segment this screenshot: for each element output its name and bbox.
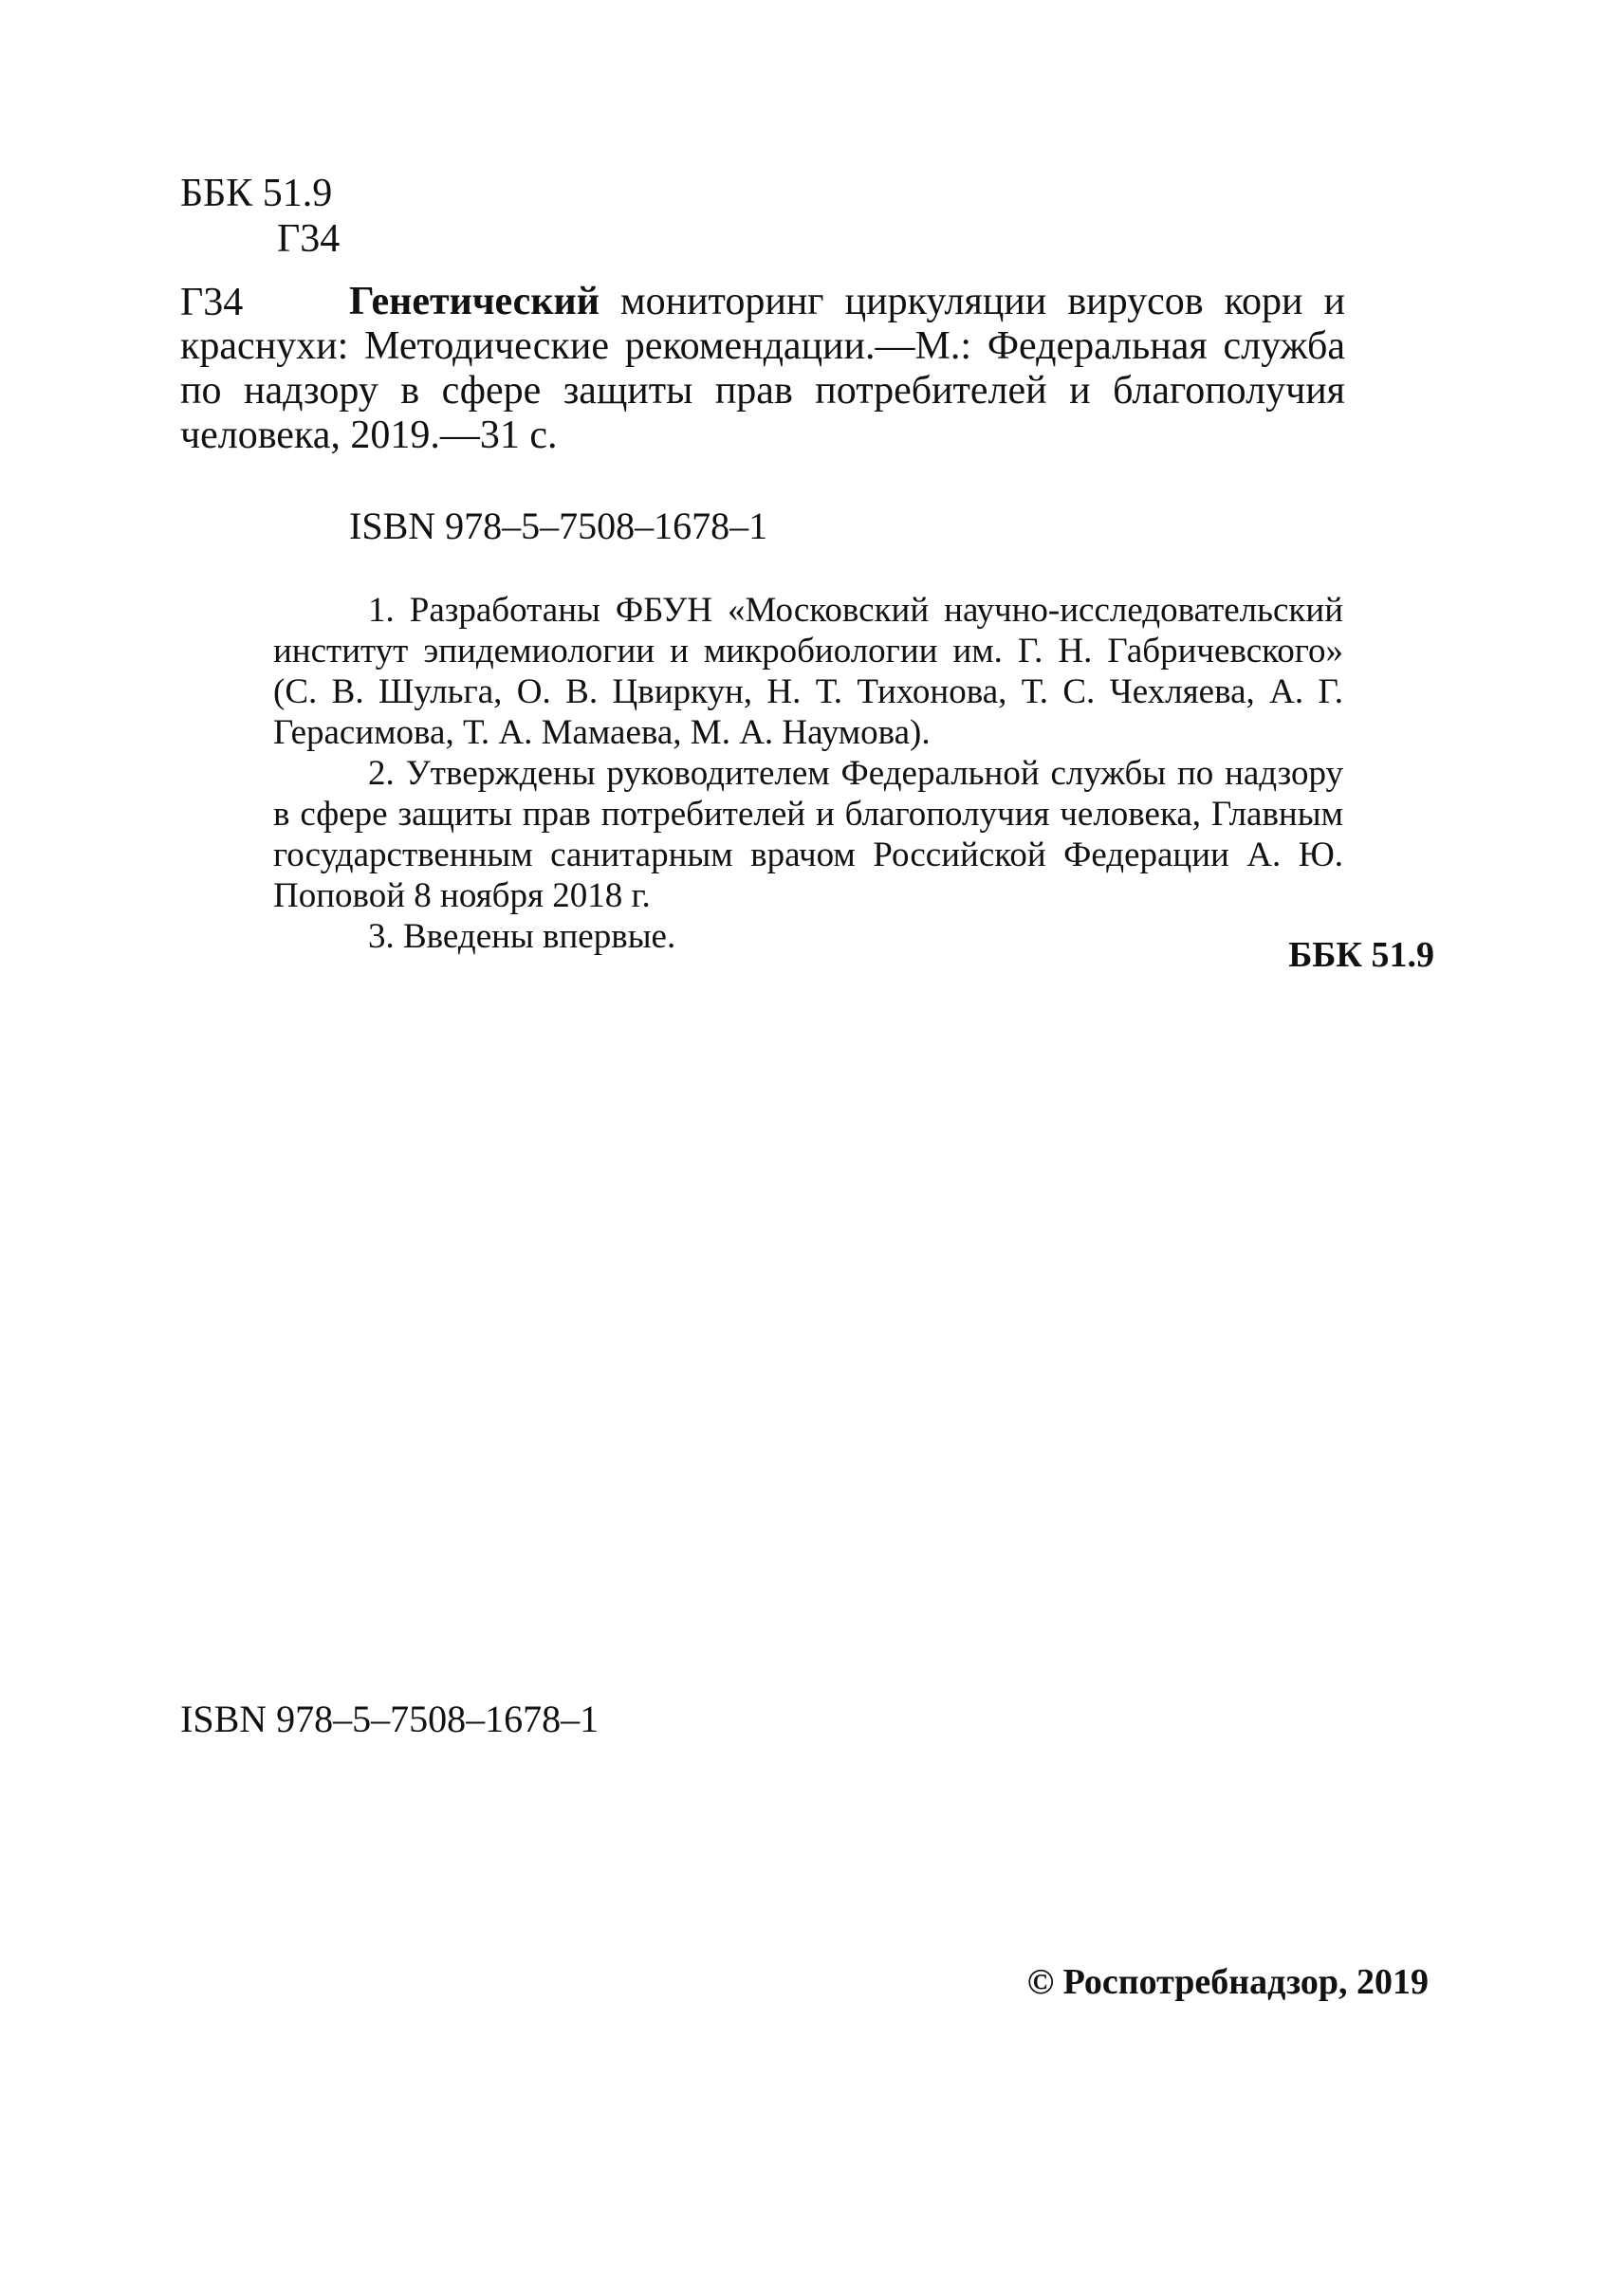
- note-introduced: 3. Введены впервые.: [368, 917, 676, 956]
- bbk-classification: ББК 51.9: [180, 172, 333, 215]
- note-developed: 1. Разработаны ФБУН «Московский научно-исследовательский институт эпидемиологии и микробиологии им. Г. Н. Габричевского» (С. В. Шульга, О. В. Цвиркун, Н. Т. Тихонова, Т. С. Чехляева, А. Г. Герасимова, Т. А. Мамаева, М. А. Наумова).: [273, 591, 1343, 752]
- bibliographic-entry: [180, 280, 1345, 458]
- notes-block: [273, 590, 1343, 957]
- isbn-top: ISBN 978–5–7508–1678–1: [349, 505, 768, 547]
- entry-title-bold: Генетический: [349, 280, 600, 323]
- bbk-classification-right: ББК 51.9: [1288, 935, 1434, 975]
- note-approved: 2. Утверждены руководителем Федеральной службы по надзору в сфере защиты прав потребителей и благополучия человека, Главным государственным санитарным врачом Российской Федерации А. Ю. Поповой 8 ноября 2018 г.: [273, 754, 1343, 915]
- copyright-notice: © Роспотребнадзор, 2019: [1026, 1962, 1429, 2002]
- entry-description: мониторинг циркуляции вирусов кори и краснухи: Методические рекомендации.—М.: Федеральная служба по надзору в сфере защиты прав потребителей и благополучия человека, 2019.—31 с.: [180, 280, 1345, 457]
- isbn-bottom: ISBN 978–5–7508–1678–1: [180, 1698, 600, 1740]
- author-sign: Г34: [277, 217, 341, 261]
- entry-title: [180, 280, 1345, 457]
- entry-author-sign: Г34: [180, 281, 244, 324]
